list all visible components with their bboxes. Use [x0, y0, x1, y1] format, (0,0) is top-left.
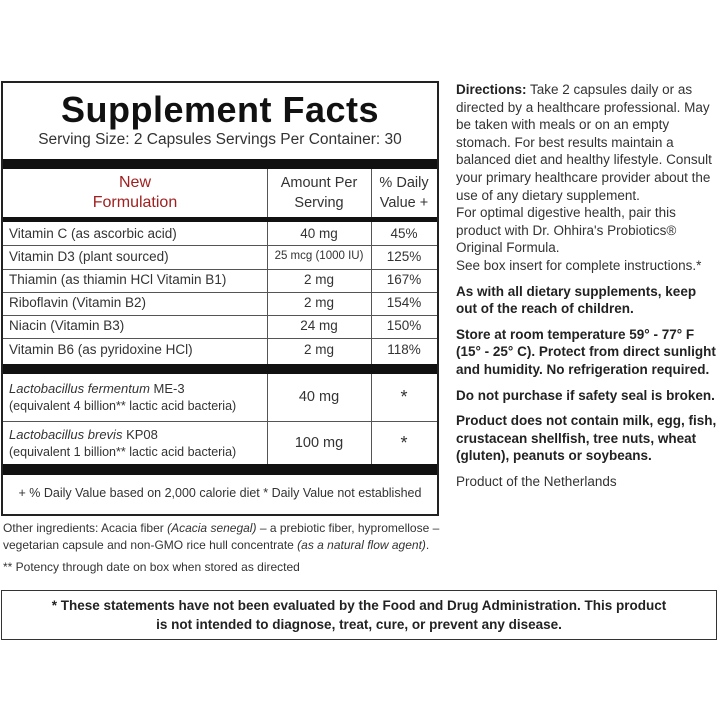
probiotic-name: [9, 427, 158, 442]
vitamin-dv: 118%: [387, 342, 421, 357]
potency-note: ** Potency through date on box when stored as directed: [3, 560, 300, 574]
directions-text: Take 2 capsules daily or as directed by a healthcare professional. May be taken with meals or on an empty stomach. For best results maintain a balanced diet and healthy lifestyle. Consult your primary healthcare provider about the use of any dietary supplement.: [456, 82, 712, 203]
vitamin-dv: 45%: [390, 226, 418, 241]
row-divider: [3, 315, 437, 316]
vitamin-amount: 2 mg: [303, 295, 334, 310]
serving-info: Serving Size: 2 Capsules Servings Per Container: 30: [38, 131, 402, 148]
vitamin-dv: 150%: [386, 318, 422, 333]
vitamin-amount: 2 mg: [303, 342, 334, 357]
vitamin-dv: 154%: [386, 295, 422, 310]
daily-value-footnote: + % Daily Value based on 2,000 calorie diet * Daily Value not established: [18, 486, 422, 500]
vitamin-amount: 40 mg: [300, 226, 338, 241]
header-dv-line1: % Daily: [379, 175, 429, 191]
directions-column: [456, 81, 718, 490]
probiotic-dv: *: [400, 433, 408, 453]
header-daily-value: [371, 173, 437, 213]
seal-warning: Do not purchase if safety seal is broken.: [456, 387, 715, 403]
thick-divider: [3, 159, 437, 169]
header-formulation-line: Formulation: [92, 194, 178, 211]
digestive-note: For optimal digestive health, pair this product with Dr. Ohhira's Probiotics® Original Formula.: [456, 205, 677, 256]
origin: Product of the Netherlands: [456, 473, 617, 489]
probiotic-strain: KP08: [122, 427, 158, 442]
vitamin-dv: 125%: [386, 249, 422, 264]
acacia-latin: (Acacia senegal): [167, 521, 257, 535]
vitamin-name: Vitamin B6 (as pyridoxine HCl): [9, 342, 193, 357]
vitamin-amount: 24 mg: [300, 318, 338, 333]
probiotic-latin: Lactobacillus fermentum: [9, 381, 150, 396]
directions: [456, 81, 718, 204]
row-divider: [3, 338, 437, 339]
thick-divider: [3, 364, 437, 374]
disclaimer-line2: is not intended to diagnose, treat, cure, or prevent any disease.: [156, 617, 562, 632]
vitamin-dv: 167%: [386, 272, 422, 287]
header-new-formulation: [3, 173, 267, 213]
other-ingredients-middle: – a prebiotic fiber, hypromellose – vegetarian capsule and non-GMO rice hull concentrate: [3, 521, 440, 552]
probiotic-equivalent: (equivalent 4 billion** lactic acid bacteria): [9, 399, 237, 413]
disclaimer-line1: * These statements have not been evaluated by the Food and Drug Administration. This product: [51, 598, 667, 613]
column-divider: [267, 169, 268, 217]
vitamin-name: Riboflavin (Vitamin B2): [9, 295, 147, 310]
other-ingredients-end: .: [425, 538, 430, 552]
storage-warning: Store at room temperature 59° - 77° F (15° - 25° C). Protect from direct sunlight and humidity. No refrigeration required.: [456, 326, 716, 377]
vitamin-name: Vitamin D3 (plant sourced): [9, 249, 169, 264]
header-dv-line2: Value +: [379, 195, 429, 211]
probiotic-name: [9, 381, 185, 396]
facts-title: Supplement Facts: [60, 89, 380, 130]
flow-agent-note: (as a natural flow agent): [297, 538, 426, 552]
header-amount-line2: Serving: [294, 195, 344, 211]
probiotic-dv: *: [400, 387, 408, 407]
row-divider: [3, 292, 437, 293]
probiotic-amount: 100 mg: [294, 435, 344, 451]
row-divider: [3, 421, 437, 422]
vitamin-name: Niacin (Vitamin B3): [9, 318, 125, 333]
other-ingredients-prefix: Other ingredients: Acacia fiber: [3, 521, 168, 535]
children-warning: As with all dietary supplements, keep out of the reach of children.: [456, 283, 697, 317]
supplement-facts-panel: [1, 81, 439, 516]
row-divider: [3, 245, 437, 246]
other-ingredients: [3, 520, 443, 554]
thick-divider: [3, 464, 437, 475]
probiotic-equivalent: (equivalent 1 billion** lactic acid bacteria): [9, 445, 237, 459]
header-amount-line1: Amount Per: [280, 175, 358, 191]
fda-disclaimer: [1, 590, 717, 640]
column-divider: [371, 169, 372, 217]
vitamin-name: Thiamin (as thiamin HCl Vitamin B1): [9, 272, 227, 287]
vitamin-name: Vitamin C (as ascorbic acid): [9, 226, 177, 241]
insert-note: See box insert for complete instructions.*: [456, 257, 702, 273]
probiotic-amount: 40 mg: [298, 389, 340, 405]
vitamin-amount: 25 mcg (1000 IU): [274, 250, 364, 262]
header-amount-per-serving: [267, 173, 371, 213]
allergen-statement: Product does not contain milk, egg, fish, crustacean shellfish, tree nuts, wheat (gluten), peanuts or soybeans.: [456, 413, 717, 464]
row-divider: [3, 269, 437, 270]
directions-label: Directions:: [456, 82, 527, 97]
probiotic-strain: ME-3: [149, 381, 185, 396]
probiotic-latin: Lactobacillus brevis: [9, 427, 123, 442]
header-new-line: New: [118, 174, 151, 191]
vitamin-amount: 2 mg: [303, 272, 334, 287]
